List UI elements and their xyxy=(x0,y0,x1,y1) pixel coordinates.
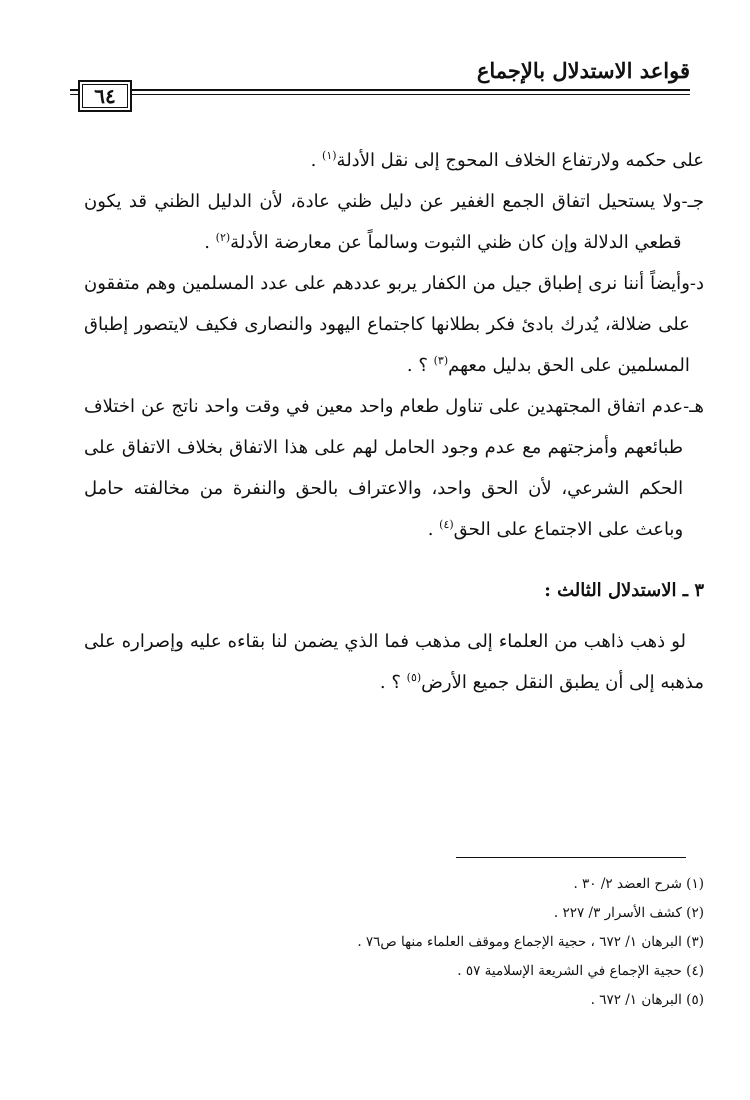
item-letter: د- xyxy=(689,273,704,294)
footnote-separator xyxy=(456,857,686,858)
section-paragraph xyxy=(84,621,704,703)
item-text-wrap xyxy=(84,181,682,263)
item-text-wrap xyxy=(84,263,690,386)
paragraph-end: ؟ . xyxy=(379,672,407,693)
continuation-paragraph xyxy=(84,140,704,181)
item-end: . xyxy=(427,519,440,540)
footnote-ref: (٥) xyxy=(406,671,422,684)
item-letter: جـ- xyxy=(681,191,704,212)
item-end: . xyxy=(204,232,216,253)
footnote-ref: (٤) xyxy=(439,518,454,531)
item-end: ؟ . xyxy=(406,355,434,376)
footnotes xyxy=(84,870,704,1015)
footnote-ref: (٢) xyxy=(215,231,231,244)
footnote-5: (٥) البرهان ١/ ٦٧٢ . xyxy=(590,992,704,1008)
list-item-dal xyxy=(84,263,704,386)
section-heading: ٣ ـ الاستدلال الثالث : xyxy=(544,580,704,601)
footnote-4: (٤) حجية الإجماع في الشريعة الإسلامية ٥٧ . xyxy=(457,963,704,979)
running-title: قواعد الاستدلال بالإجماع xyxy=(476,58,690,83)
footnote-ref: (١) xyxy=(322,149,337,162)
page-number: ٦٤ xyxy=(78,80,132,112)
list-item-ha xyxy=(84,386,704,550)
footnote-3: (٣) البرهان ١/ ٦٧٢ ، حجية الإجماع وموقف العلماء منها ص٧٦ . xyxy=(357,934,704,950)
footnote-2: (٢) كشف الأسرار ٣/ ٢٢٧ . xyxy=(553,905,704,921)
footnote-1: (١) شرح العضد ٢/ ٣٠ . xyxy=(573,876,704,892)
paragraph-text: لو ذهب ذاهب من العلماء إلى مذهب فما الذي يضمن لنا بقاءه عليه وإصراره على مذهبه إلى أن يطبق النقل جميع الأرض xyxy=(84,631,704,693)
header-rule xyxy=(70,89,690,91)
list-item-jim xyxy=(84,181,704,263)
main-text xyxy=(84,140,704,703)
paragraph-end: . xyxy=(310,150,323,171)
header-rule-thin xyxy=(70,94,690,95)
item-text: ولا يستحيل اتفاق الجمع الغفير عن دليل ظني عادة، لأن الدليل الظني قد يكون قطعي الدلالة وإن كان ظني الثبوت وسالماً عن معارضة الأدلة xyxy=(84,191,682,253)
item-text: عدم اتفاق المجتهدين على تناول طعام واحد معين في وقت واحد ناتج عن اختلاف طبائعهم وأمزجتهم مع عدم وجود الحامل لهم على هذا الاتفاق بخلاف الاتفاق على الحكم الشرعي، لأن الحق واحد، والاعتراف بالحق والنفرة من مخالفته حامل وباعث على الاجتماع على الحق xyxy=(84,396,684,540)
item-letter: هـ- xyxy=(683,396,704,417)
page-header xyxy=(70,58,690,106)
item-text-wrap xyxy=(84,386,683,550)
footnote-ref: (٣) xyxy=(433,354,449,367)
paragraph-text: على حكمه ولارتفاع الخلاف المحوج إلى نقل الأدلة xyxy=(336,150,704,171)
item-text: وأيضاً أننا نرى إطباق جيل من الكفار يربو عددهم على عدد المسلمين وهم متفقون على ضلالة، يُدرك بادئ فكر بطلانها كاجتماع اليهود والنصارى فكيف لايتصور إطباق المسلمين على الحق بدليل معهم xyxy=(84,273,690,376)
